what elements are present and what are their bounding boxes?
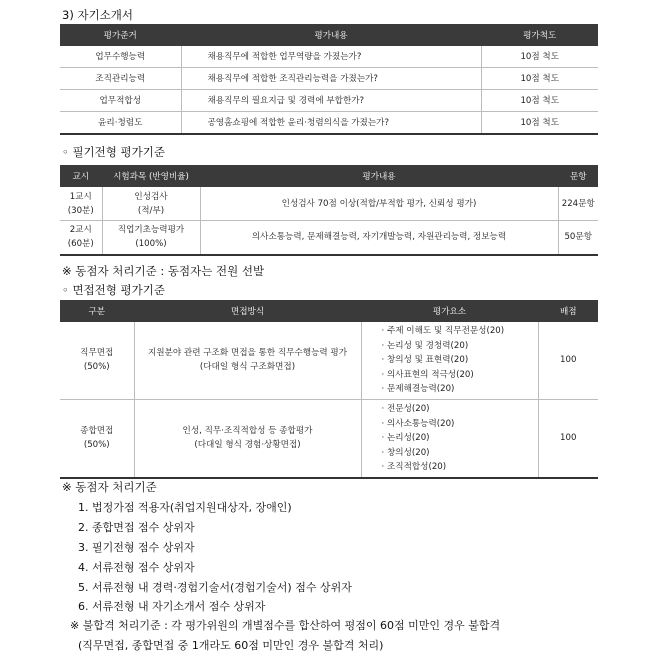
method-line: (다대일 형식 경험·상황면접) (194, 440, 301, 451)
period-time: (30분) (67, 205, 94, 216)
column-header: 교시 (60, 166, 102, 187)
table-row (60, 90, 598, 112)
score-cell: 100 (538, 322, 598, 400)
subject-ratio: (100%) (135, 239, 167, 250)
content-cell: 공영홈쇼핑에 적합한 윤리·청렴의식을 가졌는가? (181, 112, 481, 135)
interview-ratio: (50%) (83, 362, 110, 373)
list-item: · 조직적합성(20) (381, 462, 447, 473)
subject-cell (102, 221, 200, 255)
period-cell (60, 221, 102, 255)
written-table (60, 165, 598, 256)
count-cell: 224문항 (558, 187, 598, 221)
content-cell: 채용직무의 필요지급 및 경력에 부합한가? (181, 90, 481, 112)
count-cell: 50문항 (558, 221, 598, 255)
tie-note: ※ 동점자 처리기준 : 동점자는 전원 선발 (62, 264, 265, 278)
fail-note-detail: (직무면접, 종합면접 중 1개라도 60점 미만인 경우 불합격 처리) (78, 639, 384, 652)
items-cell (361, 399, 538, 477)
tiebreak-item: 2. 종합면접 점수 상위자 (78, 521, 195, 534)
content-cell: 의사소통능력, 문제해결능력, 자기개발능력, 자원관리능력, 정보능력 (200, 221, 558, 255)
column-header: 시험과목 (반영비율) (102, 166, 200, 187)
type-cell (60, 399, 134, 477)
list-item: · 논리성(20) (381, 433, 430, 444)
table-row (60, 112, 598, 135)
table-row (60, 46, 598, 68)
column-header: 구분 (60, 301, 134, 322)
subject-cell (102, 187, 200, 221)
scale-cell: 10점 척도 (481, 46, 598, 68)
items-cell (361, 322, 538, 400)
scale-cell: 10점 척도 (481, 90, 598, 112)
column-header: 평가척도 (481, 25, 598, 46)
criterion-cell: 조직관리능력 (60, 68, 181, 90)
list-item: · 의사소통능력(20) (381, 418, 455, 429)
criterion-cell: 업무적합성 (60, 90, 181, 112)
list-item: · 창의성(20) (381, 447, 430, 458)
column-header: 문항 (558, 166, 598, 187)
method-cell (134, 322, 361, 400)
subject: 인성검사 (134, 191, 168, 202)
table-header-row (60, 25, 598, 46)
interview-type: 직무면접 (80, 348, 114, 359)
written-title: ◦ 필기전형 평가기준 (62, 145, 165, 159)
criterion-cell: 윤리·청렴도 (60, 112, 181, 135)
interview-table (60, 300, 598, 479)
tiebreak-item: 4. 서류전형 점수 상위자 (78, 561, 195, 574)
list-item: · 주제 이해도 및 직무전문성(20) (381, 326, 505, 336)
column-header: 평가내용 (181, 25, 481, 46)
interview-type: 종합면접 (80, 426, 114, 437)
list-item: · 논리성 및 경청력(20) (381, 340, 469, 351)
tiebreak-item: 3. 필기전형 점수 상위자 (78, 541, 195, 554)
criterion-cell: 업무수행능력 (60, 46, 181, 68)
list-item: · 의사표현의 적극성(20) (381, 369, 474, 380)
column-header: 평가요소 (361, 301, 538, 322)
content-cell: 채용직무에 적합한 조직관리능력을 가졌는가? (181, 68, 481, 90)
period-time: (60분) (67, 239, 94, 250)
subject-ratio: (적/부) (137, 205, 165, 216)
column-header: 면접방식 (134, 301, 361, 322)
tiebreak-item: 5. 서류전형 내 경력·경험기술서(경험기술서) 점수 상위자 (78, 581, 352, 594)
score-cell: 100 (538, 399, 598, 477)
method-line: 인성, 직무·조직적합성 등 종합평가 (182, 426, 313, 437)
column-header: 평가준거 (60, 25, 181, 46)
table-row (60, 399, 598, 477)
tiebreak-item: 6. 서류전형 내 자기소개서 점수 상위자 (78, 600, 266, 613)
self-intro-title: 3) 자기소개서 (62, 8, 134, 22)
table-row (60, 322, 598, 400)
method-line: 지원분야 관련 구조화 면접을 통한 직무수행능력 평가 (147, 348, 348, 359)
self-intro-table (60, 24, 598, 135)
content-cell: 채용직무에 적합한 업무역량을 가졌는가? (181, 46, 481, 68)
period: 1교시 (69, 191, 92, 202)
interview-title: ◦ 면접전형 평가기준 (62, 283, 165, 297)
fail-note: ※ 불합격 처리기준 : 각 평가위원의 개별점수를 합산하여 평점이 60점 미만인 경우 불합격 (70, 619, 501, 632)
table-row (60, 68, 598, 90)
table-row (60, 187, 598, 221)
list-item: · 전문성(20) (381, 403, 430, 414)
period: 2교시 (69, 225, 92, 236)
content-cell: 인성검사 70점 이상(적합/부적합 평가, 신뢰성 평가) (200, 187, 558, 221)
table-row (60, 221, 598, 255)
interview-ratio: (50%) (83, 440, 110, 451)
method-cell (134, 399, 361, 477)
tiebreak-item: 1. 법정가점 적용자(취업지원대상자, 장애인) (78, 501, 292, 514)
scale-cell: 10점 척도 (481, 68, 598, 90)
method-line: (다대일 형식 구조화면접) (199, 362, 296, 373)
list-item: · 창의성 및 표현력(20) (381, 355, 469, 366)
table-header-row (60, 166, 598, 187)
type-cell (60, 322, 134, 400)
table-header-row (60, 301, 598, 322)
tiebreak-title: ※ 동점자 처리기준 (62, 480, 157, 494)
column-header: 배점 (538, 301, 598, 322)
period-cell (60, 187, 102, 221)
scale-cell: 10점 척도 (481, 112, 598, 135)
column-header: 평가내용 (200, 166, 558, 187)
subject: 직업기초능력평가 (117, 225, 185, 236)
list-item: · 문제해결능력(20) (381, 384, 455, 395)
